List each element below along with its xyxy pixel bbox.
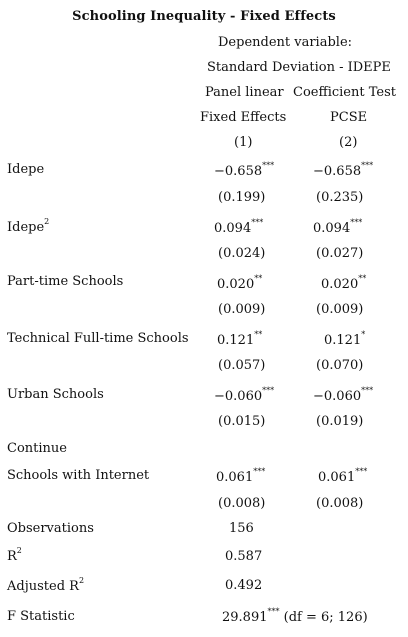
adjusted-r2-value: 0.492: [225, 578, 263, 593]
col1-number: (1): [234, 135, 253, 150]
se-cell: (0.009): [316, 302, 364, 317]
se-cell: (0.070): [316, 358, 364, 373]
f-statistic-label: F Statistic: [7, 609, 75, 624]
coef-cell: 0.061***: [216, 467, 266, 485]
coef-cell: −0.060***: [313, 386, 374, 404]
se-cell: (0.008): [316, 496, 364, 511]
se-cell: (0.235): [316, 190, 364, 205]
dependent-variable-label: Dependent variable:: [218, 35, 353, 50]
se-cell: (0.019): [316, 414, 364, 429]
table-title: Schooling Inequality - Fixed Effects: [72, 9, 336, 24]
row-label-technical-full-time: Technical Full-time Schools: [7, 331, 189, 346]
coef-cell: −0.658***: [313, 161, 374, 179]
coef-cell: 0.094***: [214, 218, 264, 236]
coef-cell: 0.121*: [324, 330, 366, 348]
row-label-idepe-squared: Idepe$^2$: [7, 217, 50, 235]
coef-cell: 0.020**: [217, 274, 263, 292]
coef-cell: 0.061***: [318, 467, 368, 485]
row-label-idepe: Idepe: [7, 162, 45, 177]
se-cell: (0.199): [218, 190, 266, 205]
coef-cell: −0.060***: [214, 386, 275, 404]
se-cell: (0.024): [218, 246, 266, 261]
col2-header-line2: PCSE: [330, 110, 368, 125]
col2-header-line1: Coefficient Test: [293, 85, 396, 100]
dependent-variable: Standard Deviation - IDEPE: [207, 60, 391, 75]
se-cell: (0.015): [218, 414, 266, 429]
col2-number: (2): [339, 135, 358, 150]
adjusted-r2-label: Adjusted $R^2$: [7, 576, 85, 594]
r2-value: 0.587: [225, 549, 263, 564]
se-cell: (0.057): [218, 358, 266, 373]
se-cell: (0.027): [316, 246, 364, 261]
continue-label: Continue: [7, 441, 67, 456]
col1-header-line1: Panel linear: [205, 85, 284, 100]
f-statistic-value: 29.891*** (df = 6; 126): [222, 607, 368, 625]
row-label-part-time: Part-time Schools: [7, 274, 124, 289]
coef-cell: −0.658***: [214, 161, 275, 179]
se-cell: (0.009): [218, 302, 266, 317]
r2-label: $R^2$: [7, 546, 22, 564]
row-label-urban: Urban Schools: [7, 387, 104, 402]
col1-header-line2: Fixed Effects: [200, 110, 287, 125]
observations-label: Observations: [7, 521, 94, 536]
coef-cell: 0.121**: [217, 330, 263, 348]
se-cell: (0.008): [218, 496, 266, 511]
observations-value: 156: [229, 521, 254, 536]
row-label-internet: Schools with Internet: [7, 468, 150, 483]
coef-cell: 0.020**: [321, 274, 367, 292]
coef-cell: 0.094***: [313, 218, 363, 236]
